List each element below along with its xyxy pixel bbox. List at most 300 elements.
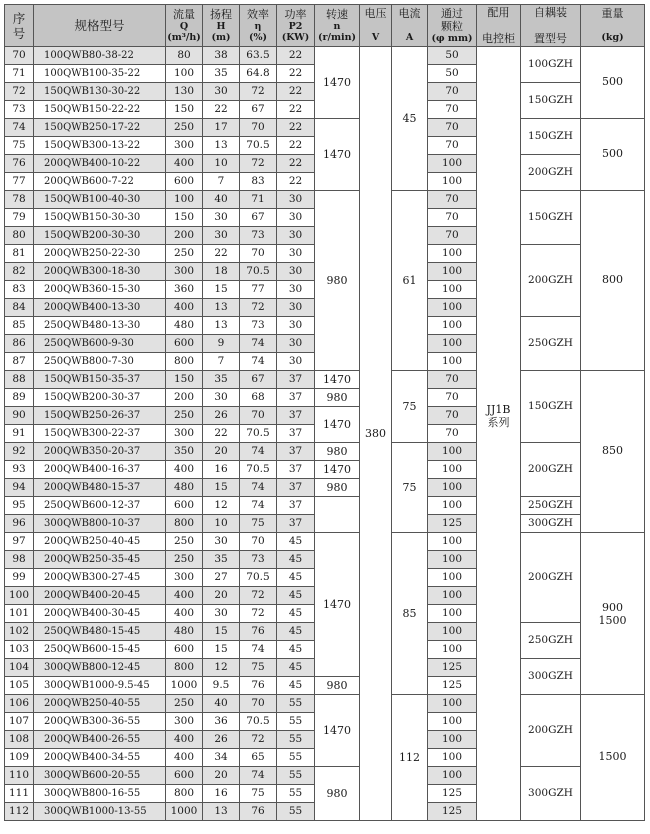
row-model: 150QWB130-30-22 bbox=[34, 83, 166, 101]
row-flow: 150 bbox=[166, 371, 203, 389]
row-head: 22 bbox=[203, 245, 240, 263]
row-flow: 480 bbox=[166, 317, 203, 335]
row-head: 27 bbox=[203, 569, 240, 587]
row-efficiency: 70 bbox=[240, 407, 277, 425]
row-power: 22 bbox=[277, 65, 315, 83]
row-efficiency: 74 bbox=[240, 497, 277, 515]
header-model: 规格型号 bbox=[34, 5, 166, 47]
weight-cell: 500 bbox=[581, 47, 645, 119]
row-model: 200QWB250-35-45 bbox=[34, 551, 166, 569]
row-flow: 200 bbox=[166, 227, 203, 245]
speed-cell: 1470 bbox=[315, 371, 360, 389]
row-particle-size: 70 bbox=[428, 371, 477, 389]
row-power: 22 bbox=[277, 47, 315, 65]
row-power: 55 bbox=[277, 767, 315, 785]
row-efficiency: 83 bbox=[240, 173, 277, 191]
row-model: 200QWB400-34-55 bbox=[34, 749, 166, 767]
row-model: 150QWB250-17-22 bbox=[34, 119, 166, 137]
table-row bbox=[5, 533, 645, 551]
row-efficiency: 70 bbox=[240, 533, 277, 551]
pump-spec-table bbox=[4, 4, 645, 821]
row-number: 79 bbox=[5, 209, 34, 227]
row-power: 37 bbox=[277, 407, 315, 425]
row-efficiency: 70.5 bbox=[240, 713, 277, 731]
row-number: 98 bbox=[5, 551, 34, 569]
row-head: 22 bbox=[203, 101, 240, 119]
row-model: 250QWB600-12-37 bbox=[34, 497, 166, 515]
row-particle-size: 100 bbox=[428, 533, 477, 551]
row-head: 35 bbox=[203, 551, 240, 569]
row-model: 200QWB300-18-30 bbox=[34, 263, 166, 281]
row-particle-size: 125 bbox=[428, 677, 477, 695]
row-number: 72 bbox=[5, 83, 34, 101]
row-number: 95 bbox=[5, 497, 34, 515]
row-head: 15 bbox=[203, 281, 240, 299]
row-model: 300QWB1000-9.5-45 bbox=[34, 677, 166, 695]
row-power: 45 bbox=[277, 587, 315, 605]
row-particle-size: 70 bbox=[428, 119, 477, 137]
coupling-device-cell: 150GZH bbox=[521, 191, 581, 245]
row-number: 112 bbox=[5, 803, 34, 821]
row-particle-size: 100 bbox=[428, 299, 477, 317]
table-row bbox=[5, 371, 645, 389]
header-voltage: 电压 V bbox=[360, 5, 392, 47]
speed-cell bbox=[315, 497, 360, 533]
weight-cell: 1500 bbox=[581, 695, 645, 821]
row-flow: 400 bbox=[166, 299, 203, 317]
row-efficiency: 70.5 bbox=[240, 263, 277, 281]
row-efficiency: 77 bbox=[240, 281, 277, 299]
row-number: 110 bbox=[5, 767, 34, 785]
row-head: 13 bbox=[203, 317, 240, 335]
row-number: 104 bbox=[5, 659, 34, 677]
row-flow: 250 bbox=[166, 119, 203, 137]
row-power: 45 bbox=[277, 569, 315, 587]
row-model: 300QWB800-12-45 bbox=[34, 659, 166, 677]
row-particle-size: 100 bbox=[428, 569, 477, 587]
row-model: 250QWB480-13-30 bbox=[34, 317, 166, 335]
row-head: 9 bbox=[203, 335, 240, 353]
row-flow: 1000 bbox=[166, 677, 203, 695]
row-power: 30 bbox=[277, 191, 315, 209]
row-particle-size: 100 bbox=[428, 605, 477, 623]
speed-cell: 980 bbox=[315, 479, 360, 497]
row-model: 300QWB600-20-55 bbox=[34, 767, 166, 785]
row-model: 150QWB200-30-30 bbox=[34, 227, 166, 245]
row-head: 22 bbox=[203, 425, 240, 443]
row-particle-size: 100 bbox=[428, 461, 477, 479]
header-particle: 通过 颗粒 (φ mm) bbox=[428, 5, 477, 47]
header-flow: 流量 Q (m³/h) bbox=[166, 5, 203, 47]
row-efficiency: 64.8 bbox=[240, 65, 277, 83]
row-flow: 250 bbox=[166, 245, 203, 263]
control-cabinet-cell bbox=[477, 47, 521, 821]
row-head: 9.5 bbox=[203, 677, 240, 695]
row-model: 150QWB300-22-37 bbox=[34, 425, 166, 443]
row-flow: 200 bbox=[166, 389, 203, 407]
coupling-device-cell: 150GZH bbox=[521, 371, 581, 443]
row-particle-size: 100 bbox=[428, 551, 477, 569]
row-head: 10 bbox=[203, 155, 240, 173]
row-flow: 250 bbox=[166, 407, 203, 425]
row-efficiency: 73 bbox=[240, 317, 277, 335]
row-power: 30 bbox=[277, 281, 315, 299]
row-model: 200QWB250-22-30 bbox=[34, 245, 166, 263]
speed-cell: 1470 bbox=[315, 407, 360, 443]
speed-cell: 1470 bbox=[315, 119, 360, 191]
row-model: 300QWB800-10-37 bbox=[34, 515, 166, 533]
row-efficiency: 74 bbox=[240, 353, 277, 371]
row-flow: 300 bbox=[166, 569, 203, 587]
row-flow: 600 bbox=[166, 173, 203, 191]
header-head: 扬程 H (m) bbox=[203, 5, 240, 47]
row-head: 26 bbox=[203, 731, 240, 749]
row-flow: 130 bbox=[166, 83, 203, 101]
row-model: 100QWB100-35-22 bbox=[34, 65, 166, 83]
row-particle-size: 70 bbox=[428, 101, 477, 119]
row-power: 55 bbox=[277, 785, 315, 803]
coupling-device-cell: 250GZH bbox=[521, 497, 581, 515]
row-number: 111 bbox=[5, 785, 34, 803]
table-row bbox=[5, 767, 645, 785]
row-particle-size: 100 bbox=[428, 749, 477, 767]
row-efficiency: 75 bbox=[240, 785, 277, 803]
speed-cell: 1470 bbox=[315, 533, 360, 677]
row-efficiency: 76 bbox=[240, 623, 277, 641]
row-particle-size: 70 bbox=[428, 389, 477, 407]
row-model: 200QWB480-15-37 bbox=[34, 479, 166, 497]
row-efficiency: 75 bbox=[240, 515, 277, 533]
row-head: 17 bbox=[203, 119, 240, 137]
row-model: 200QWB250-40-55 bbox=[34, 695, 166, 713]
row-head: 30 bbox=[203, 83, 240, 101]
row-particle-size: 100 bbox=[428, 245, 477, 263]
row-head: 18 bbox=[203, 263, 240, 281]
row-number: 85 bbox=[5, 317, 34, 335]
row-model: 300QWB800-16-55 bbox=[34, 785, 166, 803]
row-flow: 400 bbox=[166, 749, 203, 767]
row-flow: 150 bbox=[166, 209, 203, 227]
row-efficiency: 68 bbox=[240, 389, 277, 407]
row-power: 37 bbox=[277, 371, 315, 389]
row-model: 150QWB300-13-22 bbox=[34, 137, 166, 155]
row-power: 55 bbox=[277, 749, 315, 767]
row-power: 37 bbox=[277, 461, 315, 479]
row-power: 37 bbox=[277, 515, 315, 533]
row-number: 88 bbox=[5, 371, 34, 389]
row-power: 30 bbox=[277, 227, 315, 245]
table-header bbox=[5, 5, 645, 47]
coupling-device-cell: 100GZH bbox=[521, 47, 581, 83]
row-efficiency: 70.5 bbox=[240, 569, 277, 587]
row-flow: 300 bbox=[166, 263, 203, 281]
row-particle-size: 100 bbox=[428, 695, 477, 713]
row-power: 45 bbox=[277, 659, 315, 677]
row-model: 200QWB400-10-22 bbox=[34, 155, 166, 173]
row-model: 250QWB480-15-45 bbox=[34, 623, 166, 641]
row-number: 89 bbox=[5, 389, 34, 407]
header-current: 电流 A bbox=[392, 5, 428, 47]
row-power: 30 bbox=[277, 263, 315, 281]
row-head: 16 bbox=[203, 785, 240, 803]
row-model: 200QWB400-13-30 bbox=[34, 299, 166, 317]
row-number: 83 bbox=[5, 281, 34, 299]
table-body bbox=[5, 47, 645, 821]
row-head: 7 bbox=[203, 173, 240, 191]
row-power: 55 bbox=[277, 803, 315, 821]
row-head: 36 bbox=[203, 713, 240, 731]
row-efficiency: 73 bbox=[240, 227, 277, 245]
row-model: 150QWB100-40-30 bbox=[34, 191, 166, 209]
row-number: 108 bbox=[5, 731, 34, 749]
row-model: 250QWB600-15-45 bbox=[34, 641, 166, 659]
row-number: 101 bbox=[5, 605, 34, 623]
speed-cell: 980 bbox=[315, 677, 360, 695]
row-flow: 600 bbox=[166, 641, 203, 659]
row-head: 38 bbox=[203, 47, 240, 65]
row-flow: 400 bbox=[166, 605, 203, 623]
row-head: 10 bbox=[203, 515, 240, 533]
row-head: 40 bbox=[203, 191, 240, 209]
row-flow: 600 bbox=[166, 767, 203, 785]
row-particle-size: 100 bbox=[428, 281, 477, 299]
row-particle-size: 70 bbox=[428, 191, 477, 209]
header-control-cabinet: 配用 电控柜 bbox=[477, 5, 521, 47]
row-particle-size: 125 bbox=[428, 785, 477, 803]
row-number: 87 bbox=[5, 353, 34, 371]
row-number: 106 bbox=[5, 695, 34, 713]
row-efficiency: 72 bbox=[240, 587, 277, 605]
row-number: 71 bbox=[5, 65, 34, 83]
row-particle-size: 100 bbox=[428, 353, 477, 371]
row-power: 37 bbox=[277, 479, 315, 497]
row-head: 16 bbox=[203, 461, 240, 479]
row-number: 99 bbox=[5, 569, 34, 587]
current-cell: 61 bbox=[392, 191, 428, 371]
row-model: 200QWB360-15-30 bbox=[34, 281, 166, 299]
row-flow: 80 bbox=[166, 47, 203, 65]
row-flow: 100 bbox=[166, 191, 203, 209]
row-head: 12 bbox=[203, 659, 240, 677]
row-efficiency: 74 bbox=[240, 767, 277, 785]
row-efficiency: 72 bbox=[240, 83, 277, 101]
row-model: 150QWB250-26-37 bbox=[34, 407, 166, 425]
row-power: 30 bbox=[277, 245, 315, 263]
row-efficiency: 70.5 bbox=[240, 425, 277, 443]
row-flow: 480 bbox=[166, 479, 203, 497]
row-particle-size: 100 bbox=[428, 443, 477, 461]
row-efficiency: 70 bbox=[240, 245, 277, 263]
row-power: 55 bbox=[277, 713, 315, 731]
row-particle-size: 125 bbox=[428, 515, 477, 533]
speed-cell: 980 bbox=[315, 389, 360, 407]
row-number: 91 bbox=[5, 425, 34, 443]
row-particle-size: 50 bbox=[428, 47, 477, 65]
row-efficiency: 70 bbox=[240, 695, 277, 713]
row-flow: 800 bbox=[166, 353, 203, 371]
row-particle-size: 100 bbox=[428, 713, 477, 731]
row-power: 22 bbox=[277, 155, 315, 173]
pump-spec-table-container bbox=[4, 4, 644, 821]
row-power: 55 bbox=[277, 731, 315, 749]
coupling-device-cell: 150GZH bbox=[521, 83, 581, 119]
row-particle-size: 70 bbox=[428, 137, 477, 155]
row-number: 90 bbox=[5, 407, 34, 425]
row-efficiency: 70.5 bbox=[240, 461, 277, 479]
row-power: 30 bbox=[277, 317, 315, 335]
speed-cell: 980 bbox=[315, 191, 360, 371]
row-efficiency: 67 bbox=[240, 371, 277, 389]
row-efficiency: 72 bbox=[240, 299, 277, 317]
row-efficiency: 74 bbox=[240, 641, 277, 659]
row-head: 30 bbox=[203, 389, 240, 407]
row-number: 76 bbox=[5, 155, 34, 173]
row-particle-size: 100 bbox=[428, 641, 477, 659]
header-coupling-device: 自耦装 置型号 bbox=[521, 5, 581, 47]
row-power: 22 bbox=[277, 83, 315, 101]
row-power: 45 bbox=[277, 677, 315, 695]
coupling-device-cell: 300GZH bbox=[521, 515, 581, 533]
row-efficiency: 76 bbox=[240, 677, 277, 695]
speed-cell: 1470 bbox=[315, 461, 360, 479]
row-number: 96 bbox=[5, 515, 34, 533]
row-power: 37 bbox=[277, 443, 315, 461]
row-number: 75 bbox=[5, 137, 34, 155]
row-particle-size: 70 bbox=[428, 227, 477, 245]
row-head: 30 bbox=[203, 605, 240, 623]
row-flow: 600 bbox=[166, 497, 203, 515]
row-model: 200QWB600-7-22 bbox=[34, 173, 166, 191]
weight-cell: 500 bbox=[581, 119, 645, 191]
row-power: 22 bbox=[277, 173, 315, 191]
speed-cell: 980 bbox=[315, 443, 360, 461]
row-head: 30 bbox=[203, 533, 240, 551]
row-flow: 300 bbox=[166, 713, 203, 731]
row-particle-size: 70 bbox=[428, 425, 477, 443]
row-model: 100QWB80-38-22 bbox=[34, 47, 166, 65]
row-model: 150QWB150-35-37 bbox=[34, 371, 166, 389]
row-head: 26 bbox=[203, 407, 240, 425]
coupling-device-cell: 250GZH bbox=[521, 623, 581, 659]
row-power: 37 bbox=[277, 497, 315, 515]
row-efficiency: 74 bbox=[240, 335, 277, 353]
row-flow: 400 bbox=[166, 461, 203, 479]
row-model: 200QWB300-36-55 bbox=[34, 713, 166, 731]
row-efficiency: 74 bbox=[240, 443, 277, 461]
row-efficiency: 71 bbox=[240, 191, 277, 209]
row-power: 37 bbox=[277, 389, 315, 407]
row-head: 35 bbox=[203, 65, 240, 83]
row-flow: 600 bbox=[166, 335, 203, 353]
weight-cell: 900 1500 bbox=[581, 533, 645, 695]
row-number: 81 bbox=[5, 245, 34, 263]
row-particle-size: 100 bbox=[428, 623, 477, 641]
current-cell: 45 bbox=[392, 47, 428, 191]
row-number: 103 bbox=[5, 641, 34, 659]
row-power: 30 bbox=[277, 335, 315, 353]
row-particle-size: 100 bbox=[428, 263, 477, 281]
row-particle-size: 100 bbox=[428, 173, 477, 191]
row-flow: 350 bbox=[166, 443, 203, 461]
row-particle-size: 70 bbox=[428, 407, 477, 425]
row-flow: 360 bbox=[166, 281, 203, 299]
row-flow: 400 bbox=[166, 587, 203, 605]
table-row bbox=[5, 695, 645, 713]
row-particle-size: 70 bbox=[428, 83, 477, 101]
row-number: 100 bbox=[5, 587, 34, 605]
row-efficiency: 75 bbox=[240, 659, 277, 677]
row-particle-size: 100 bbox=[428, 479, 477, 497]
row-flow: 1000 bbox=[166, 803, 203, 821]
row-head: 13 bbox=[203, 137, 240, 155]
row-number: 78 bbox=[5, 191, 34, 209]
voltage-cell: 380 bbox=[360, 47, 392, 821]
row-flow: 800 bbox=[166, 659, 203, 677]
row-power: 22 bbox=[277, 101, 315, 119]
row-model: 200QWB400-20-45 bbox=[34, 587, 166, 605]
row-model: 300QWB1000-13-55 bbox=[34, 803, 166, 821]
row-efficiency: 70 bbox=[240, 119, 277, 137]
coupling-device-cell: 200GZH bbox=[521, 155, 581, 191]
row-model: 200QWB400-16-37 bbox=[34, 461, 166, 479]
row-head: 20 bbox=[203, 767, 240, 785]
row-number: 107 bbox=[5, 713, 34, 731]
row-particle-size: 125 bbox=[428, 803, 477, 821]
current-cell: 75 bbox=[392, 443, 428, 533]
row-particle-size: 100 bbox=[428, 587, 477, 605]
table-row bbox=[5, 497, 645, 515]
row-flow: 100 bbox=[166, 65, 203, 83]
row-model: 200QWB350-20-37 bbox=[34, 443, 166, 461]
row-model: 250QWB600-9-30 bbox=[34, 335, 166, 353]
row-flow: 480 bbox=[166, 623, 203, 641]
row-power: 45 bbox=[277, 533, 315, 551]
table-row bbox=[5, 191, 645, 209]
row-power: 30 bbox=[277, 299, 315, 317]
row-model: 200QWB400-26-55 bbox=[34, 731, 166, 749]
row-head: 7 bbox=[203, 353, 240, 371]
control-cabinet-series: JJ1B 系列 bbox=[486, 402, 511, 429]
row-flow: 400 bbox=[166, 731, 203, 749]
speed-cell: 1470 bbox=[315, 47, 360, 119]
row-number: 80 bbox=[5, 227, 34, 245]
coupling-device-cell: 200GZH bbox=[521, 695, 581, 767]
row-flow: 300 bbox=[166, 137, 203, 155]
current-cell: 112 bbox=[392, 695, 428, 821]
row-efficiency: 72 bbox=[240, 731, 277, 749]
row-particle-size: 70 bbox=[428, 209, 477, 227]
row-power: 45 bbox=[277, 623, 315, 641]
row-efficiency: 67 bbox=[240, 209, 277, 227]
row-number: 77 bbox=[5, 173, 34, 191]
header-speed: 转速 n (r/min) bbox=[315, 5, 360, 47]
row-power: 30 bbox=[277, 353, 315, 371]
row-model: 150QWB150-22-22 bbox=[34, 101, 166, 119]
row-particle-size: 100 bbox=[428, 335, 477, 353]
row-flow: 400 bbox=[166, 155, 203, 173]
row-power: 45 bbox=[277, 641, 315, 659]
header-seq: 序 号 bbox=[5, 5, 34, 47]
speed-cell: 1470 bbox=[315, 695, 360, 767]
row-power: 45 bbox=[277, 605, 315, 623]
header-power: 功率 P2 (KW) bbox=[277, 5, 315, 47]
current-cell: 75 bbox=[392, 371, 428, 443]
row-number: 109 bbox=[5, 749, 34, 767]
row-number: 102 bbox=[5, 623, 34, 641]
row-efficiency: 63.5 bbox=[240, 47, 277, 65]
row-efficiency: 73 bbox=[240, 551, 277, 569]
row-number: 105 bbox=[5, 677, 34, 695]
